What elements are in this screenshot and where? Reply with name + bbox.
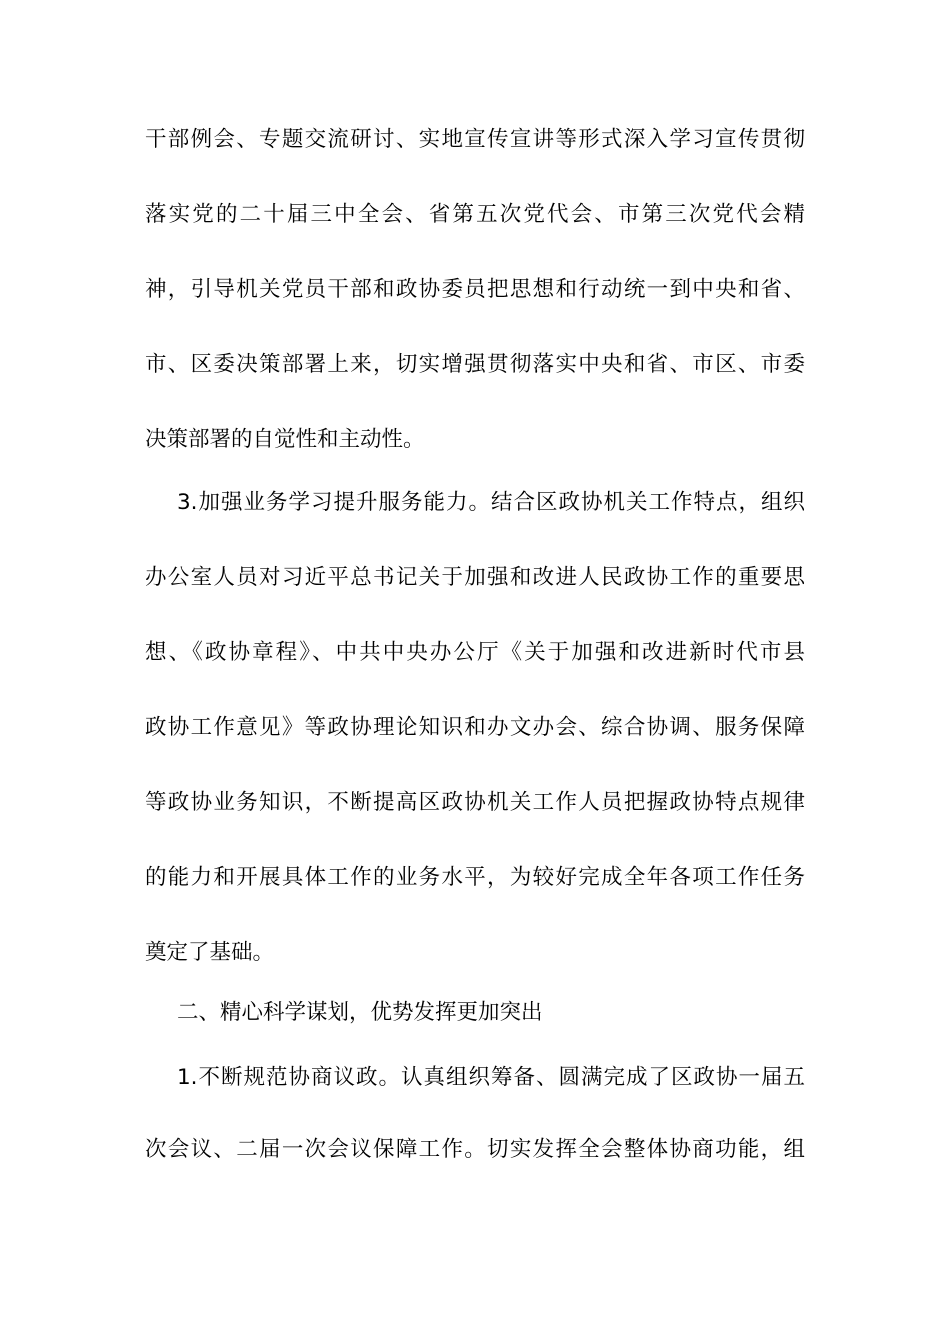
paragraph-line: 市、区委决策部署上来，切实增强贯彻落实中央和省、市区、市委 [145, 352, 805, 377]
paragraph-line: 想、《政协章程》、中共中央办公厅《关于加强和改进新时代市县 [145, 640, 805, 665]
paragraph-line: 次会议、二届一次会议保障工作。切实发挥全会整体协商功能，组 [145, 1137, 805, 1162]
paragraph-line: 落实党的二十届三中全会、省第五次党代会、市第三次党代会精 [145, 202, 805, 227]
paragraph-line: 的能力和开展具体工作的业务水平，为较好完成全年各项工作任务 [145, 865, 805, 890]
paragraph-line: 政协工作意见》等政协理论知识和办文办会、综合协调、服务保障 [145, 715, 805, 740]
paragraph-line: 决策部署的自觉性和主动性。 [145, 427, 425, 452]
section-heading: 二、精心科学谋划，优势发挥更加突出 [177, 1000, 543, 1025]
paragraph-line: 神，引导机关党员干部和政协委员把思想和行动统一到中央和省、 [145, 277, 805, 302]
paragraph-line: 等政协业务知识，不断提高区政协机关工作人员把握政协特点规律 [145, 790, 805, 815]
paragraph-line: 3.加强业务学习提升服务能力。结合区政协机关工作特点，组织 [177, 490, 805, 515]
paragraph-line: 奠定了基础。 [145, 940, 275, 965]
paragraph-line: 办公室人员对习近平总书记关于加强和改进人民政协工作的重要思 [145, 565, 805, 590]
paragraph-line: 干部例会、专题交流研讨、实地宣传宣讲等形式深入学习宣传贯彻 [145, 127, 805, 152]
paragraph-line: 1.不断规范协商议政。认真组织筹备、圆满完成了区政协一届五 [177, 1065, 805, 1090]
